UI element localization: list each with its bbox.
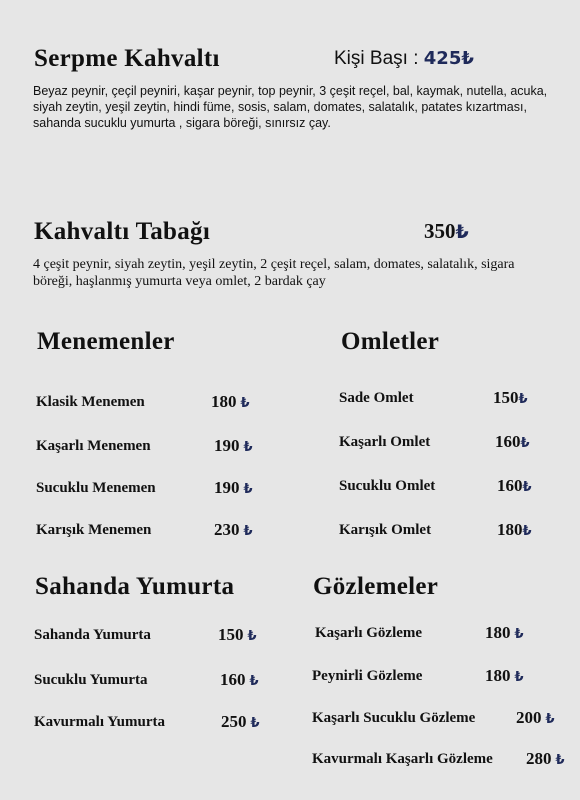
menu-item-name: Kaşarlı Gözleme (315, 625, 423, 641)
menu-item-price: 160 ₺ (220, 670, 259, 689)
menu-item-price: 180₺ (497, 520, 532, 539)
menu-item-name: Sucuklu Omlet (339, 478, 436, 494)
menu-item-price: 180 ₺ (485, 623, 524, 642)
menu-item-price: 160₺ (497, 476, 532, 495)
menu-item-name: Kavurmalı Kaşarlı Gözleme (312, 751, 493, 767)
menu-item-price: 150₺ (493, 388, 528, 407)
menu-item-name: Klasik Menemen (36, 394, 145, 410)
menu-item-price: 180 ₺ (485, 666, 524, 685)
menu-item-name: Peynirli Gözleme (312, 668, 423, 684)
gozlemeler-title: Gözlemeler (313, 573, 439, 600)
menu-item-name: Karışık Omlet (339, 522, 432, 538)
tabak-description: 4 çeşit peynir, siyah zeytin, yeşil zeytin, 2 çeşit reçel, salam, domates, salatalık, sigara böreği, haşlanmış yumurta veya omlet, 2 bardak çay (33, 257, 515, 289)
serpme-price-label: Kişi Başı : (334, 48, 419, 69)
menu-item-price: 150 ₺ (218, 625, 257, 644)
serpme-price-line (334, 48, 474, 70)
menu-item-price: 230 ₺ (214, 520, 253, 539)
menu-item-price: 200 ₺ (516, 708, 555, 727)
menu-item-price: 180 ₺ (211, 392, 250, 411)
omletler-title: Omletler (341, 328, 440, 355)
menu-item-name: Kaşarlı Omlet (339, 434, 431, 450)
serpme-currency: ₺ (461, 48, 474, 69)
menu-item-price: 190 ₺ (214, 478, 253, 497)
tabak-price-line (424, 219, 469, 244)
menu-item-price: 160₺ (495, 432, 530, 451)
serpme-price: 425 (423, 48, 462, 69)
menemenler-title: Menemenler (37, 328, 175, 355)
menu-item-name: Kavurmalı Yumurta (34, 714, 165, 730)
menu-item-name: Kaşarlı Sucuklu Gözleme (312, 710, 476, 726)
serpme-description: Beyaz peynir, çeçil peyniri, kaşar peynir, top peynir, 3 çeşit reçel, bal, kaymak, nutella, acuka, siyah zeytin, yeşil zeytin, hindi füme, sosis, salam, domates, salatalık, patates kızartması, sahanda sucuklu yumurta , sigara böreği, sınırsız çay. (33, 84, 548, 130)
menu-item-name: Kaşarlı Menemen (36, 438, 151, 454)
tabak-currency: ₺ (455, 221, 469, 243)
menu-item-name: Karışık Menemen (36, 522, 152, 538)
menu-item-name: Sucuklu Yumurta (34, 672, 148, 688)
tabak-title: Kahvaltı Tabağı (34, 218, 211, 245)
menu-item-price: 190 ₺ (214, 436, 253, 455)
menu-item-price: 250 ₺ (221, 712, 260, 731)
menu-item-price: 280 ₺ (526, 749, 565, 768)
tabak-price: 350 (424, 219, 456, 243)
menu-item-name: Sade Omlet (339, 390, 414, 406)
menu-item-name: Sucuklu Menemen (36, 480, 156, 496)
sahanda-title: Sahanda Yumurta (35, 573, 235, 600)
menu-item-name: Sahanda Yumurta (34, 627, 151, 643)
serpme-title: Serpme Kahvaltı (34, 45, 220, 72)
